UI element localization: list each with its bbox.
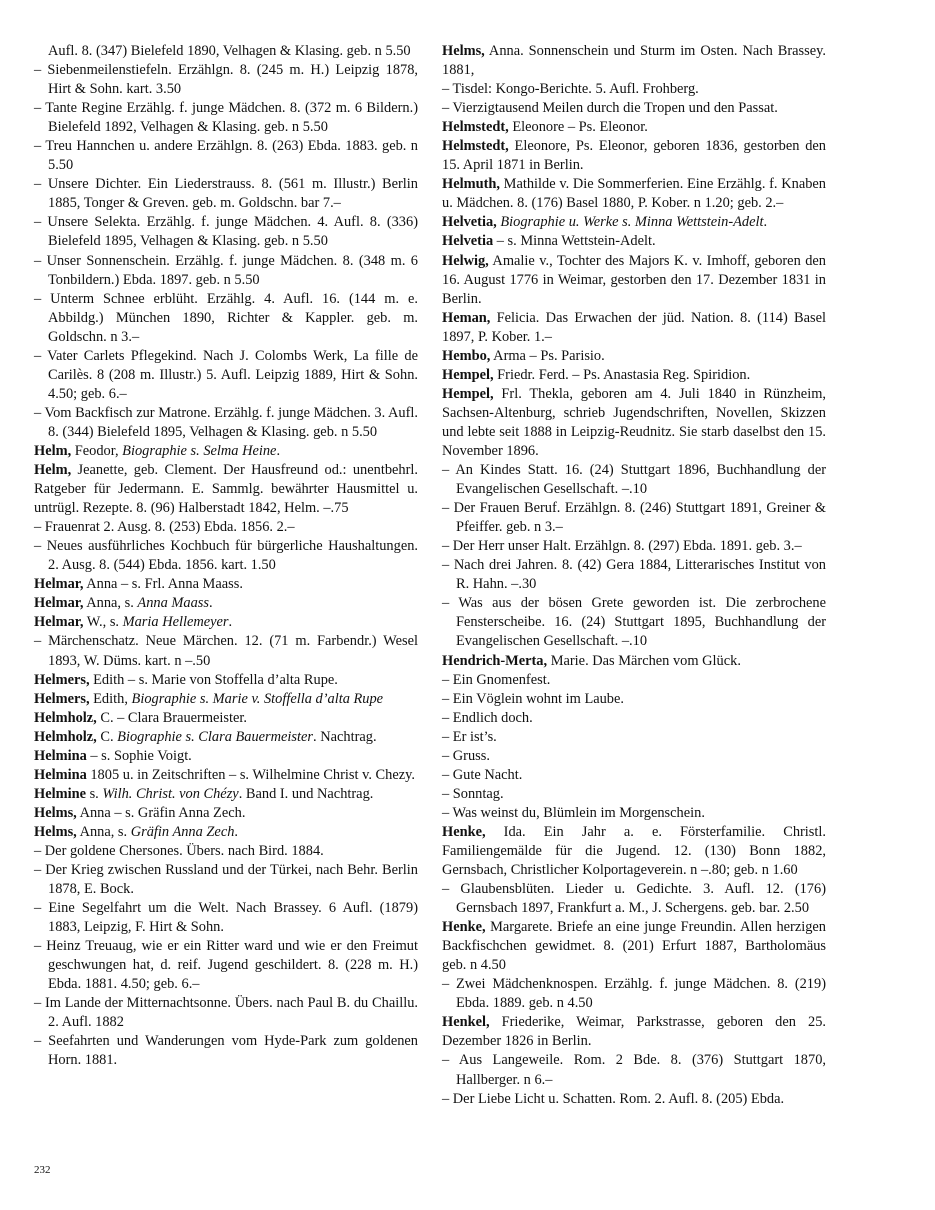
entry-heading (34, 785, 418, 804)
entry-subitem: – Neues ausführliches Kochbuch für bürgerliche Haushaltungen. 2. Ausg. 8. (544) Ebda. 1856. kart. 1.50 (34, 538, 418, 574)
entry-subitem: – Glaubensblüten. Lieder u. Gedichte. 3. Aufl. 12. (176) Gernsbach 1897, Frankfurt a. M., J. Schergens. geb. bar. 2.50 (442, 881, 826, 917)
entry-name: Helmholz, (34, 728, 97, 745)
entry-text: W., s. (83, 614, 123, 631)
entry-subitem: – Tisdel: Kongo-Berichte. 5. Aufl. Frohberg. (442, 81, 699, 98)
entry-heading (442, 385, 826, 461)
entry-tail: . (208, 595, 213, 612)
entry-italic: Wilh. Christ. von Chézy (102, 785, 239, 802)
entry-heading (442, 175, 826, 213)
entry-heading (34, 766, 418, 785)
entry-tail: . (763, 214, 768, 231)
entry-subitem: – Ein Vöglein wohnt im Laube. (442, 690, 624, 707)
entry-tail: . Band I. und Nachtrag. (238, 785, 374, 802)
entry-name: Helmar, (34, 614, 84, 631)
entry-text: Felicia. Das Erwachen der jüd. Nation. 8. (114) Basel 1897, P. Kober. 1.– (442, 309, 826, 345)
entry-name: Henke, (442, 919, 486, 936)
entry-text: Marie. Das Märchen vom Glück. (547, 652, 741, 669)
entry-subitem: – Gute Nacht. (442, 766, 523, 783)
entry-name: Helvetia (442, 233, 494, 250)
entry-heading (442, 366, 826, 385)
entry-text: Eleonore – Ps. Eleonor. (508, 119, 648, 136)
entry-name: Heman, (442, 309, 491, 326)
entry-text: Amalie v., Tochter des Majors K. v. Imhoff, geboren den 16. August 1776 in Weimar, gestorben den 17. Dezember 1831 in Berlin. (442, 252, 826, 307)
entry-text: Mathilde v. Die Sommerferien. Eine Erzählg. f. Knaben u. Mädchen. 8. (176) Basel 1880, P. Kober. n 1.20; geb. 2.– (442, 176, 826, 212)
entry-heading (34, 671, 418, 690)
entry-name: Helm, (34, 462, 72, 479)
entry-subitem: – Seefahrten und Wanderungen vom Hyde-Park zum goldenen Horn. 1881. (34, 1033, 418, 1069)
entry-text: Jeanette, geb. Clement. Der Hausfreund od.: unentbehrl. Ratgeber für Jedermann. E. Sammlg. bewährter Hausmittel u. untrügl. Rezepte. 8. (96) Halberstadt 1842, Helm. –.75 (34, 462, 418, 517)
entry-subitem: – Der Krieg zwischen Russland und der Türkei, nach Behr. Berlin 1878, E. Bock. (34, 862, 418, 898)
entry-name: Helmar, (34, 595, 84, 612)
entry-subitem: – Aus Langeweile. Rom. 2 Bde. 8. (376) Stuttgart 1870, Hallberger. n 6.– (442, 1052, 826, 1088)
right-column (442, 42, 826, 1109)
entry-heading (442, 309, 826, 347)
entry-subitem: – Er ist’s. (442, 728, 497, 745)
entry-italic: Gräfin Anna Zech (130, 823, 235, 840)
entry-subitem: – Unsere Dichter. Ein Liederstrauss. 8. (561 m. Illustr.) Berlin 1885, Tonger & Greven. geb. m. Goldschn. bar 7.– (34, 176, 418, 212)
entry-subitem: – Nach drei Jahren. 8. (42) Gera 1884, Litterarisches Institut von R. Hahn. –.30 (442, 557, 826, 593)
entry-name: Helmstedt, (442, 119, 509, 136)
entry-heading (442, 652, 826, 671)
entry-subitem: – Frauenrat 2. Ausg. 8. (253) Ebda. 1856. 2.– (34, 519, 295, 536)
entry-name: Hendrich-Merta, (442, 652, 548, 669)
entry-heading (442, 918, 826, 975)
entry-italic: Maria Hellemeyer (122, 614, 229, 631)
entry-heading (34, 575, 418, 594)
entry-text: Edith, (89, 690, 132, 707)
entry-name: Helmstedt, (442, 138, 509, 155)
entry-heading (34, 823, 418, 842)
entry-text: Anna, s. (76, 823, 131, 840)
entry-heading (34, 690, 418, 709)
entry-subitem: – Ein Gnomenfest. (442, 671, 551, 688)
entry-subitem: – Treu Hannchen u. andere Erzählgn. 8. (263) Ebda. 1883. geb. n 5.50 (34, 138, 418, 174)
entry-continuation: Aufl. 8. (347) Bielefeld 1890, Velhagen & Klasing. geb. n 5.50 (48, 43, 411, 59)
entry-name: Helmholz, (34, 709, 97, 726)
entry-text: Arma – Ps. Parisio. (490, 347, 605, 364)
entry-subitem: – Was weinst du, Blümlein im Morgenschein. (442, 804, 705, 821)
entry-subitem: – Sonntag. (442, 785, 504, 802)
entry-name: Hembo, (442, 347, 491, 364)
entry-subitem: – Tante Regine Erzählg. f. junge Mädchen. 8. (372 m. 6 Bildern.) Bielefeld 1892, Velhagen & Klasing. geb. n 5.50 (34, 100, 418, 136)
entry-text: Anna – s. Gräfin Anna Zech. (76, 804, 246, 821)
entry-name: Helms, (34, 804, 77, 821)
entry-text: Edith – s. Marie von Stoffella d’alta Rupe. (89, 671, 338, 688)
entry-subitem: – Vom Backfisch zur Matrone. Erzählg. f. junge Mädchen. 3. Aufl. 8. (344) Bielefeld 1895, Velhagen & Klasing. geb. n 5.50 (34, 404, 418, 440)
entry-text: Eleonore, Ps. Eleonor, geboren 1836, gestorben den 15. April 1871 in Berlin. (442, 138, 826, 174)
entry-name: Helmers, (34, 671, 90, 688)
entry-name: Helmers, (34, 690, 90, 707)
entry-heading (442, 42, 826, 80)
entry-subitem: – Eine Segelfahrt um die Welt. Nach Brassey. 6 Aufl. (1879) 1883, Leipzig, F. Hirt & Sohn. (34, 900, 418, 936)
entry-italic: Biographie s. Clara Bauermeister (117, 728, 314, 745)
entry-heading (34, 709, 418, 728)
entry-heading (442, 252, 826, 309)
entry-subitem: – Der Frauen Beruf. Erzählgn. 8. (246) Stuttgart 1891, Greiner & Pfeiffer. geb. n 3.– (442, 500, 826, 536)
entry-italic: Biographie s. Selma Heine (122, 442, 277, 459)
entry-heading (442, 232, 826, 251)
entry-text: C. – Clara Brauermeister. (96, 709, 248, 726)
entry-heading (442, 137, 826, 175)
entry-name: Helmina (34, 766, 87, 783)
entry-heading (34, 461, 418, 518)
entry-subitem: – Im Lande der Mitternachtsonne. Übers. nach Paul B. du Chaillu. 2. Aufl. 1882 (34, 995, 418, 1031)
entry-name: Helmine (34, 785, 86, 802)
entry-name: Henke, (442, 823, 486, 840)
entry-heading (442, 347, 826, 366)
entry-text: Frl. Thekla, geboren am 4. Juli 1840 in Rünzheim, Sachsen-Altenburg, schrieb Jugendschriften, Novellen, Skizzen und lebte seit 1888 in Leipzig-Reudnitz. Sie starb daselbst den 15. November 1896. (442, 385, 826, 459)
entry-italic: Anna Maass (137, 595, 209, 612)
entry-tail: . Nachtrag. (313, 728, 377, 745)
entry-text: Anna, s. (83, 595, 138, 612)
entry-text: Feodor, (71, 442, 123, 459)
entry-name: Helwig, (442, 252, 489, 269)
entry-name: Helmina (34, 747, 87, 764)
entry-text: Anna – s. Frl. Anna Maass. (83, 576, 243, 593)
entry-tail: . (276, 442, 281, 459)
entry-subitem: – Unterm Schnee erblüht. Erzählg. 4. Aufl. 16. (144 m. e. Abbildg.) München 1890, Richter & Kappler. geb. m. Goldschn. n 3.– (34, 290, 418, 345)
entry-text: Margarete. Briefe an eine junge Freundin. Allen herzigen Backfischchen gewidmet. 8. (201) Erfurt 1887, Bartholomäus geb. n 4.50 (442, 919, 826, 974)
entry-heading (442, 118, 826, 137)
entry-subitem: – Zwei Mädchenknospen. Erzählg. f. junge Mädchen. 8. (219) Ebda. 1889. geb. n 4.50 (442, 976, 826, 1012)
entry-heading (34, 442, 418, 461)
entry-tail: . (228, 614, 233, 631)
entry-heading (442, 823, 826, 880)
entry-subitem: – Unsere Selekta. Erzählg. f. junge Mädchen. 4. Aufl. 8. (336) Bielefeld 1895, Velhagen & Klasing. geb. n 5.50 (34, 214, 418, 250)
entry-name: Helvetia, (442, 214, 497, 231)
entry-heading (34, 728, 418, 747)
entry-italic: Biographie s. Marie v. Stoffella d’alta Rupe (131, 690, 384, 707)
entry-subitem: – Unser Sonnenschein. Erzählg. f. junge Mädchen. 8. (348 m. 6 Tonbildern.) Ebda. 1897. geb. n 5.50 (34, 252, 418, 288)
entry-name: Helm, (34, 442, 72, 459)
entry-subitem: – Vierzigtausend Meilen durch die Tropen und den Passat. (442, 100, 778, 117)
entry-name: Henkel, (442, 1014, 490, 1031)
entry-text: Friederike, Weimar, Parkstrasse, geboren den 25. Dezember 1826 in Berlin. (442, 1014, 826, 1050)
entry-name: Helms, (442, 43, 485, 59)
entry-subitem: – Gruss. (442, 747, 490, 764)
entry-text: Anna. Sonnenschein und Sturm im Osten. Nach Brassey. 1881, (442, 43, 826, 79)
entry-subitem: – Märchenschatz. Neue Märchen. 12. (71 m. Farbendr.) Wesel 1893, W. Düms. kart. n –.50 (34, 633, 418, 669)
entry-name: Helms, (34, 823, 77, 840)
entry-text: 1805 u. in Zeitschriften – s. Wilhelmine Christ v. Chezy. (86, 766, 415, 783)
entry-text: – s. Sophie Voigt. (86, 747, 192, 764)
entry-text: Friedr. Ferd. – Ps. Anastasia Reg. Spiridion. (493, 366, 751, 383)
entry-subitem: – Der Herr unser Halt. Erzählgn. 8. (297) Ebda. 1891. geb. 3.– (442, 538, 802, 555)
entry-subitem: – Der goldene Chersones. Übers. nach Bird. 1884. (34, 842, 324, 859)
entry-name: Hempel, (442, 366, 494, 383)
entry-tail: . (234, 823, 239, 840)
entry-subitem: – Siebenmeilenstiefeln. Erzählgn. 8. (245 m. H.) Leipzig 1878, Hirt & Sohn. kart. 3.50 (34, 62, 418, 98)
entry-subitem: – Was aus der bösen Grete geworden ist. Die zerbrochene Fensterscheibe. 16. (24) Stuttgart 1895, Buchhandlung der Evangelischen Gesellschaft. –.10 (442, 595, 826, 650)
entry-heading (34, 747, 418, 766)
entry-subitem: – Heinz Treuaug, wie er ein Ritter ward und wie er den Freimut geschwungen hat, d. reif. Jugend geschildert. 8. (228 m. H.) Ebda. 1881. 4.50; geb. 6.– (34, 938, 418, 993)
entry-text: C. (96, 728, 118, 745)
entry-heading (442, 213, 826, 232)
entry-heading (34, 594, 418, 613)
entry-heading (34, 804, 418, 823)
page-number: 232 (34, 1164, 51, 1176)
left-column (34, 42, 418, 1071)
entry-italic: Biographie u. Werke s. Minna Wettstein-Adelt (500, 214, 764, 231)
entry-text: Ida. Ein Jahr a. e. Försterfamilie. Christl. Familiengemälde für die Jugend. 12. (130) Bonn 1882, Gernsbach, Christlicher Kolportageverein. n –.80; geb. n 1.60 (442, 823, 826, 879)
entry-name: Helmar, (34, 576, 84, 593)
entry-subitem: – Endlich doch. (442, 709, 533, 726)
entry-heading (34, 613, 418, 632)
entry-subitem: – An Kindes Statt. 16. (24) Stuttgart 1896, Buchhandlung der Evangelischen Gesellschaft. –.10 (442, 462, 826, 498)
entry-subitem: – Vater Carlets Pflegekind. Nach J. Colombs Werk, La fille de Carilès. 8 (208 m. Illustr.) 5. Aufl. Leipzig 1889, Hirt & Sohn. 4.50; geb. 6.– (34, 347, 418, 402)
entry-text: s. (85, 785, 103, 802)
entry-name: Helmuth, (442, 176, 500, 193)
entry-heading (442, 1013, 826, 1051)
entry-text: – s. Minna Wettstein-Adelt. (493, 233, 656, 250)
entry-subitem: – Der Liebe Licht u. Schatten. Rom. 2. Aufl. 8. (205) Ebda. (442, 1090, 785, 1107)
entry-name: Hempel, (442, 385, 494, 402)
